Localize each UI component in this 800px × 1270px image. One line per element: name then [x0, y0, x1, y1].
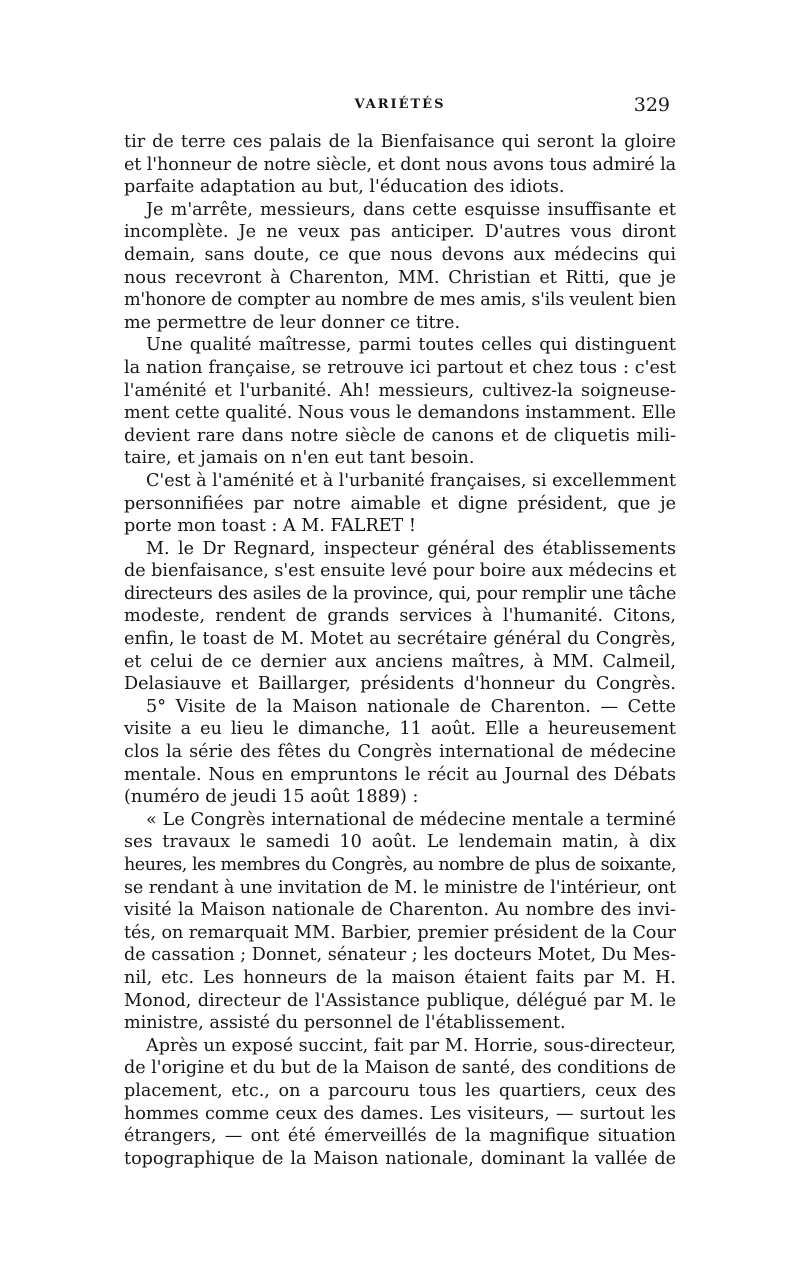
text-line: « Le Congrès international de médecine mentale a terminé	[146, 809, 676, 830]
text-line: nous recevront à Charenton, MM. Christian et Ritti, que je	[124, 267, 676, 288]
text-line: de bienfaisance, s'est ensuite levé pour boire aux médecins et	[124, 561, 677, 582]
text-line: et l'honneur de notre siècle, et dont nous avons tous admiré la	[124, 154, 676, 175]
text-line: me permettre de leur donner ce titre.	[124, 312, 461, 333]
text-line: mentale. Nous en empruntons le récit au Journal des Débats	[124, 764, 676, 785]
text-line: la nation française, se retrouve ici partout et chez tous : c'est	[124, 357, 676, 378]
text-line: nil, etc. Les honneurs de la maison étaient faits par M. H.	[124, 967, 676, 988]
text-line: Après un exposé succint, fait par M. Horrie, sous-directeur,	[146, 1035, 676, 1056]
text-line: et celui de ce dernier aux anciens maîtres, à MM. Calmeil,	[124, 651, 676, 672]
text-line: C'est à l'aménité et à l'urbanité françaises, si excellemment	[146, 470, 676, 491]
text-line: clos la série des fêtes du Congrès international de médecine	[124, 742, 676, 763]
text-line: hommes comme ceux des dames. Les visiteurs, — surtout les	[124, 1103, 676, 1124]
text-line: directeurs des asiles de la province, qui, pour remplir une tâche	[124, 583, 677, 604]
text-line: visite a eu lieu le dimanche, 11 août. Elle a heureusement	[124, 719, 676, 740]
text-line: demain, sans doute, ce que nous devons aux médecins qui	[124, 244, 676, 265]
text-line: Monod, directeur de l'Assistance publique, délégué par M. le	[124, 990, 676, 1011]
text-line: M. le Dr Regnard, inspecteur général des établissements	[146, 538, 676, 559]
text-line: topographique de la Maison nationale, dominant la vallée de	[124, 1148, 676, 1169]
running-head	[124, 92, 676, 118]
text-line: tés, on remarquait MM. Barbier, premier président de la Cour	[124, 922, 676, 943]
text-line: modeste, rendent de grands services à l'humanité. Citons,	[124, 606, 676, 627]
text-line: personnifiées par notre aimable et digne président, que je	[124, 493, 676, 514]
text-line: ment cette qualité. Nous vous le demandons instamment. Elle	[124, 403, 677, 424]
page-number: 329	[633, 94, 670, 116]
text-line: enfin, le toast de M. Motet au secrétaire général du Congrès,	[124, 629, 676, 650]
text-line: (numéro de jeudi 15 août 1889) :	[124, 787, 419, 808]
text-line: de l'origine et du but de la Maison de santé, des conditions de	[124, 1058, 677, 1079]
text-line: visité la Maison nationale de Charenton. Au nombre des invi-	[124, 900, 676, 921]
text-line: heures, les membres du Congrès, au nombre de plus de soixante,	[124, 855, 677, 875]
text-line: parfaite adaptation au but, l'éducation des idiots.	[124, 177, 565, 198]
text-line: 5° Visite de la Maison nationale de Charenton. — Cette	[146, 696, 676, 717]
text-line: tir de terre ces palais de la Bienfaisance qui seront la gloire	[124, 132, 676, 152]
running-title: VARIÉTÉS	[354, 97, 446, 112]
text-line: Delasiauve et Baillarger, présidents d'honneur du Congrès.	[124, 674, 676, 695]
text-line: placement, etc., on a parcouru tous les quartiers, ceux des	[124, 1080, 676, 1101]
text-line: étrangers, — ont été émerveillés de la magnifique situation	[124, 1126, 676, 1147]
text-line: m'honore de compter au nombre de mes amis, s'ils veulent bien	[124, 290, 676, 311]
text-line: de cassation ; Donnet, sénateur ; les docteurs Motet, Du Mes-	[124, 945, 677, 966]
body-text	[124, 131, 676, 1170]
text-line: l'aménité et l'urbanité. Ah! messieurs, cultivez-la soigneuse-	[124, 380, 676, 401]
text-line: se rendant à une invitation de M. le ministre de l'intérieur, ont	[124, 877, 676, 898]
text-line: ses travaux le samedi 10 août. Le lendemain matin, à dix	[124, 832, 676, 853]
text-line: Une qualité maîtresse, parmi toutes celles qui distinguent	[146, 335, 676, 356]
text-line: porte mon toast : A M. FALRET !	[124, 516, 416, 537]
text-line: taire, et jamais on n'en eut tant besoin.	[124, 448, 475, 469]
text-line: incomplète. Je ne veux pas anticiper. D'autres vous diront	[124, 222, 676, 243]
text-line: devient rare dans notre siècle de canons et de cliquetis mili-	[124, 425, 676, 446]
text-line: Je m'arrête, messieurs, dans cette esquisse insuffisante et	[146, 199, 676, 220]
text-line: ministre, assisté du personnel de l'établissement.	[124, 1013, 566, 1034]
